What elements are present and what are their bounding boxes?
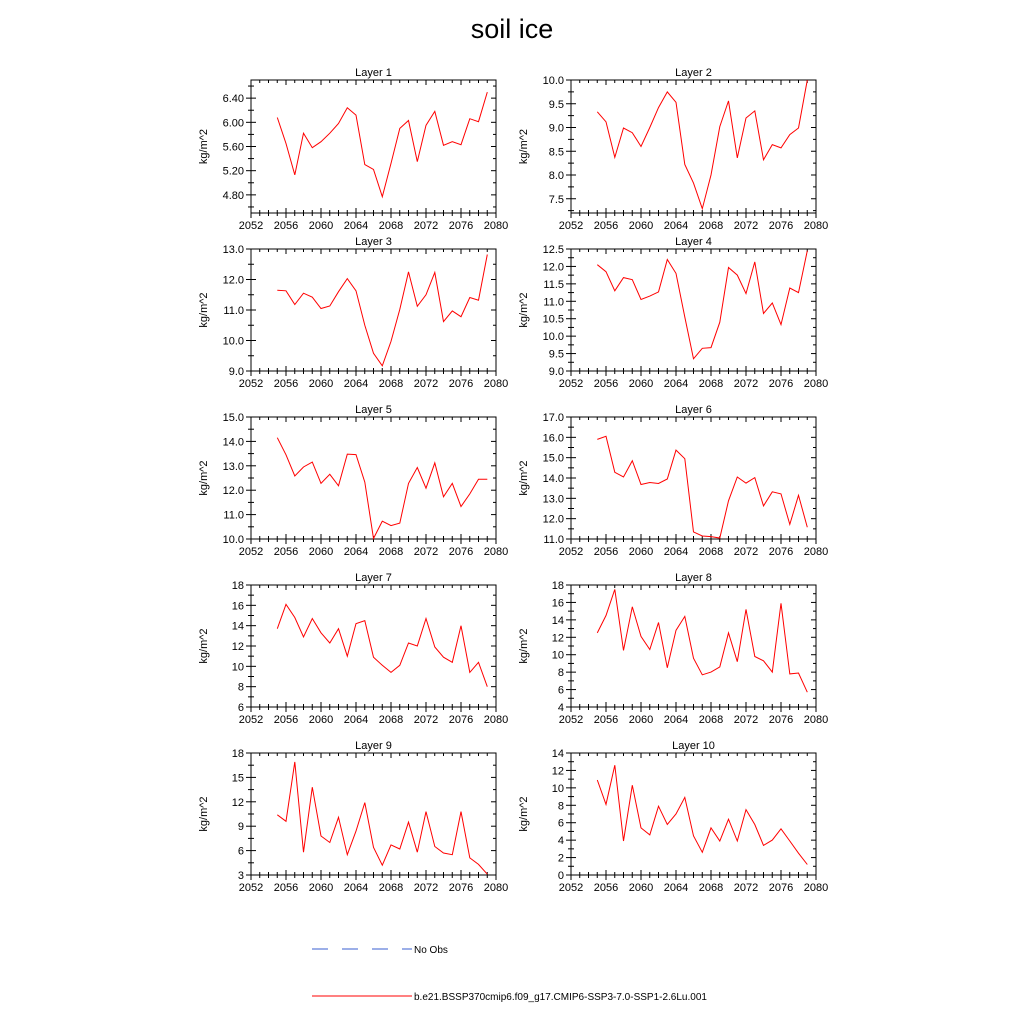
y-axis-label: kg/m^2 bbox=[518, 796, 530, 832]
y-tick-label: 14.0 bbox=[222, 436, 244, 449]
y-tick-label: 12.0 bbox=[222, 274, 244, 287]
x-tick-label: 2056 bbox=[273, 882, 299, 894]
y-tick-label: 18 bbox=[551, 580, 564, 592]
y-tick-label: 6 bbox=[237, 702, 244, 714]
x-tick-label: 2080 bbox=[803, 378, 829, 390]
y-tick-label: 4 bbox=[557, 835, 564, 848]
y-tick-label: 14.0 bbox=[542, 473, 564, 485]
x-tick-label: 2064 bbox=[663, 882, 689, 894]
y-tick-label: 12 bbox=[231, 796, 244, 809]
x-tick-label: 2060 bbox=[308, 714, 334, 726]
x-tick-label: 2080 bbox=[483, 378, 509, 390]
x-tick-label: 2060 bbox=[628, 546, 654, 558]
x-tick-label: 2068 bbox=[378, 714, 404, 726]
legend-obs-label: No Obs bbox=[414, 945, 448, 956]
x-tick-label: 2052 bbox=[558, 882, 584, 894]
panel-title: Layer 8 bbox=[675, 572, 712, 584]
panel-title: Layer 7 bbox=[355, 572, 392, 584]
x-tick-label: 2052 bbox=[238, 546, 264, 558]
x-tick-label: 2080 bbox=[803, 220, 829, 232]
x-tick-label: 2060 bbox=[628, 714, 654, 726]
x-tick-label: 2072 bbox=[733, 882, 759, 894]
x-tick-label: 2080 bbox=[483, 220, 509, 232]
x-tick-label: 2072 bbox=[413, 220, 439, 232]
y-axis-label: kg/m^2 bbox=[518, 292, 530, 328]
y-tick-label: 5.60 bbox=[222, 141, 244, 154]
x-tick-label: 2076 bbox=[448, 882, 474, 894]
plot-frame bbox=[571, 417, 816, 539]
x-tick-label: 2056 bbox=[593, 714, 619, 726]
panel-title: Layer 2 bbox=[675, 67, 712, 79]
y-axis-label: kg/m^2 bbox=[198, 292, 210, 328]
x-tick-label: 2072 bbox=[413, 546, 439, 558]
chart-panel-10 bbox=[518, 740, 828, 894]
y-tick-label: 6 bbox=[237, 845, 244, 858]
plot-frame bbox=[571, 753, 816, 875]
y-tick-label: 18 bbox=[231, 580, 244, 592]
y-tick-label: 10.0 bbox=[222, 335, 244, 348]
y-tick-label: 6.40 bbox=[222, 93, 244, 106]
series-line bbox=[277, 762, 487, 874]
y-tick-label: 16 bbox=[551, 597, 564, 610]
y-tick-label: 6 bbox=[557, 817, 564, 830]
x-tick-label: 2068 bbox=[698, 714, 724, 726]
y-tick-label: 12.5 bbox=[542, 244, 564, 256]
y-tick-label: 13.0 bbox=[222, 460, 244, 473]
x-tick-label: 2072 bbox=[413, 714, 439, 726]
y-tick-label: 14 bbox=[231, 620, 244, 633]
y-tick-label: 11.0 bbox=[543, 534, 564, 546]
y-tick-label: 9.5 bbox=[548, 98, 564, 111]
plot-frame bbox=[571, 249, 816, 371]
y-tick-label: 9.0 bbox=[548, 122, 564, 135]
series-line bbox=[597, 80, 807, 209]
y-tick-label: 12.0 bbox=[222, 485, 244, 498]
x-tick-label: 2068 bbox=[698, 378, 724, 390]
y-axis-label: kg/m^2 bbox=[518, 128, 530, 165]
plot-frame bbox=[251, 417, 496, 539]
x-tick-label: 2056 bbox=[273, 378, 299, 390]
y-tick-label: 8.5 bbox=[548, 146, 564, 159]
series-line bbox=[277, 604, 487, 686]
y-tick-label: 15.0 bbox=[542, 452, 564, 465]
chart-panel-3 bbox=[198, 236, 508, 390]
chart-panel-1 bbox=[198, 67, 508, 232]
y-tick-label: 13.0 bbox=[222, 244, 244, 256]
y-tick-label: 12.0 bbox=[542, 261, 564, 274]
x-tick-label: 2072 bbox=[733, 546, 759, 558]
x-tick-label: 2080 bbox=[483, 546, 509, 558]
x-tick-label: 2076 bbox=[768, 546, 794, 558]
x-tick-label: 2064 bbox=[343, 714, 369, 726]
chart-panel-9 bbox=[198, 740, 508, 894]
x-tick-label: 2052 bbox=[238, 714, 264, 726]
y-tick-label: 8 bbox=[557, 667, 564, 680]
x-tick-label: 2064 bbox=[663, 220, 689, 232]
y-tick-label: 2 bbox=[557, 852, 564, 865]
x-tick-label: 2076 bbox=[448, 220, 474, 232]
chart-panel-6 bbox=[518, 404, 828, 558]
x-tick-label: 2052 bbox=[558, 378, 584, 390]
x-tick-label: 2060 bbox=[308, 546, 334, 558]
y-tick-label: 3 bbox=[237, 870, 244, 882]
x-tick-label: 2064 bbox=[663, 714, 689, 726]
plot-frame bbox=[571, 80, 816, 213]
y-tick-label: 4.80 bbox=[222, 189, 244, 202]
x-tick-label: 2068 bbox=[698, 882, 724, 894]
y-tick-label: 9.0 bbox=[228, 366, 244, 378]
y-tick-label: 12 bbox=[551, 765, 564, 778]
x-tick-label: 2064 bbox=[343, 378, 369, 390]
y-tick-label: 11.5 bbox=[543, 278, 564, 291]
y-tick-label: 5.20 bbox=[222, 165, 244, 178]
y-tick-label: 8 bbox=[557, 800, 564, 813]
plot-frame bbox=[571, 585, 816, 707]
panel-title: Layer 6 bbox=[675, 404, 712, 416]
y-axis-label: kg/m^2 bbox=[198, 796, 210, 832]
x-tick-label: 2080 bbox=[483, 714, 509, 726]
x-tick-label: 2080 bbox=[483, 882, 509, 894]
x-tick-label: 2072 bbox=[413, 882, 439, 894]
x-tick-label: 2060 bbox=[308, 378, 334, 390]
x-tick-label: 2060 bbox=[308, 882, 334, 894]
y-axis-label: kg/m^2 bbox=[198, 460, 210, 496]
y-tick-label: 18 bbox=[231, 748, 244, 760]
x-tick-label: 2056 bbox=[273, 546, 299, 558]
panel-title: Layer 4 bbox=[675, 236, 712, 248]
y-tick-label: 0 bbox=[557, 870, 564, 882]
x-tick-label: 2076 bbox=[448, 378, 474, 390]
y-tick-label: 13.0 bbox=[542, 493, 564, 506]
x-tick-label: 2056 bbox=[273, 220, 299, 232]
x-tick-label: 2068 bbox=[698, 546, 724, 558]
y-tick-label: 15.0 bbox=[222, 412, 244, 424]
y-tick-label: 6.00 bbox=[222, 117, 244, 130]
x-tick-label: 2056 bbox=[593, 882, 619, 894]
panel-title: Layer 10 bbox=[672, 740, 715, 752]
legend-model-label: b.e21.BSSP370cmip6.f09_g17.CMIP6-SSP3-7.0-SSP1-2.6Lu.001 bbox=[414, 992, 707, 1003]
x-tick-label: 2068 bbox=[378, 882, 404, 894]
panel-title: Layer 1 bbox=[355, 67, 392, 79]
y-tick-label: 15 bbox=[231, 772, 244, 785]
y-tick-label: 4 bbox=[557, 702, 564, 714]
x-tick-label: 2052 bbox=[558, 546, 584, 558]
y-tick-label: 10 bbox=[231, 661, 244, 674]
y-tick-label: 10.0 bbox=[222, 534, 244, 546]
series-line bbox=[277, 438, 487, 539]
x-tick-label: 2076 bbox=[448, 714, 474, 726]
x-tick-label: 2072 bbox=[733, 220, 759, 232]
x-tick-label: 2072 bbox=[413, 378, 439, 390]
plot-frame bbox=[251, 585, 496, 707]
x-tick-label: 2052 bbox=[238, 220, 264, 232]
x-tick-label: 2056 bbox=[273, 714, 299, 726]
y-tick-label: 9 bbox=[237, 821, 244, 834]
x-tick-label: 2056 bbox=[593, 378, 619, 390]
y-tick-label: 10.5 bbox=[542, 313, 564, 326]
x-tick-label: 2060 bbox=[308, 220, 334, 232]
y-tick-label: 12.0 bbox=[542, 513, 564, 526]
x-tick-label: 2080 bbox=[803, 882, 829, 894]
x-tick-label: 2076 bbox=[768, 378, 794, 390]
x-tick-label: 2076 bbox=[768, 882, 794, 894]
y-tick-label: 7.5 bbox=[548, 193, 564, 206]
chart-panel-8 bbox=[518, 572, 828, 726]
y-tick-label: 17.0 bbox=[542, 412, 564, 424]
x-tick-label: 2080 bbox=[803, 714, 829, 726]
y-axis-label: kg/m^2 bbox=[198, 628, 210, 664]
plot-frame bbox=[251, 753, 496, 875]
y-tick-label: 11.0 bbox=[223, 509, 244, 522]
x-tick-label: 2052 bbox=[558, 220, 584, 232]
panel-title: Layer 9 bbox=[355, 740, 392, 752]
x-tick-label: 2064 bbox=[343, 220, 369, 232]
x-tick-label: 2068 bbox=[698, 220, 724, 232]
y-tick-label: 6 bbox=[557, 684, 564, 697]
x-tick-label: 2064 bbox=[343, 546, 369, 558]
chart-panel-7 bbox=[198, 572, 508, 726]
x-tick-label: 2060 bbox=[628, 378, 654, 390]
x-tick-label: 2060 bbox=[628, 220, 654, 232]
series-line bbox=[597, 436, 807, 538]
chart-panel-4 bbox=[518, 236, 828, 390]
y-axis-label: kg/m^2 bbox=[198, 128, 210, 165]
x-tick-label: 2072 bbox=[733, 714, 759, 726]
x-tick-label: 2068 bbox=[378, 378, 404, 390]
x-tick-label: 2076 bbox=[768, 714, 794, 726]
x-tick-label: 2068 bbox=[378, 220, 404, 232]
series-line bbox=[597, 765, 807, 864]
series-line bbox=[597, 589, 807, 692]
y-tick-label: 10 bbox=[551, 782, 564, 795]
y-tick-label: 11.0 bbox=[543, 296, 564, 309]
series-line bbox=[277, 255, 487, 366]
x-tick-label: 2076 bbox=[448, 546, 474, 558]
x-tick-label: 2080 bbox=[803, 546, 829, 558]
y-tick-label: 11.0 bbox=[223, 305, 244, 317]
chart-panel-5 bbox=[198, 404, 508, 558]
x-tick-label: 2052 bbox=[238, 882, 264, 894]
panel-title: Layer 3 bbox=[355, 236, 392, 248]
y-tick-label: 16 bbox=[231, 600, 244, 613]
x-tick-label: 2072 bbox=[733, 378, 759, 390]
chart-panel-2 bbox=[518, 67, 828, 232]
x-tick-label: 2052 bbox=[558, 714, 584, 726]
series-line bbox=[277, 92, 487, 197]
legend bbox=[312, 945, 707, 1003]
y-tick-label: 9.5 bbox=[548, 348, 564, 361]
x-tick-label: 2056 bbox=[593, 220, 619, 232]
panel-title: Layer 5 bbox=[355, 404, 392, 416]
y-tick-label: 12 bbox=[551, 632, 564, 645]
page-title: soil ice bbox=[470, 14, 554, 44]
y-tick-label: 10 bbox=[551, 649, 564, 662]
y-tick-label: 10.0 bbox=[542, 75, 564, 87]
y-tick-label: 14 bbox=[551, 614, 564, 627]
x-tick-label: 2052 bbox=[238, 378, 264, 390]
y-tick-label: 10.0 bbox=[542, 331, 564, 344]
y-axis-label: kg/m^2 bbox=[518, 460, 530, 496]
x-tick-label: 2060 bbox=[628, 882, 654, 894]
x-tick-label: 2056 bbox=[593, 546, 619, 558]
y-tick-label: 8.0 bbox=[548, 170, 564, 182]
x-tick-label: 2064 bbox=[663, 378, 689, 390]
x-tick-label: 2076 bbox=[768, 220, 794, 232]
series-line bbox=[597, 251, 807, 359]
y-axis-label: kg/m^2 bbox=[518, 628, 530, 664]
x-tick-label: 2064 bbox=[343, 882, 369, 894]
plot-frame bbox=[251, 80, 496, 213]
y-tick-label: 8 bbox=[237, 681, 244, 694]
y-tick-label: 14 bbox=[551, 748, 564, 760]
y-tick-label: 12 bbox=[231, 641, 244, 653]
y-tick-label: 9.0 bbox=[548, 366, 564, 378]
x-tick-label: 2068 bbox=[378, 546, 404, 558]
y-tick-label: 16.0 bbox=[542, 432, 564, 445]
x-tick-label: 2064 bbox=[663, 546, 689, 558]
